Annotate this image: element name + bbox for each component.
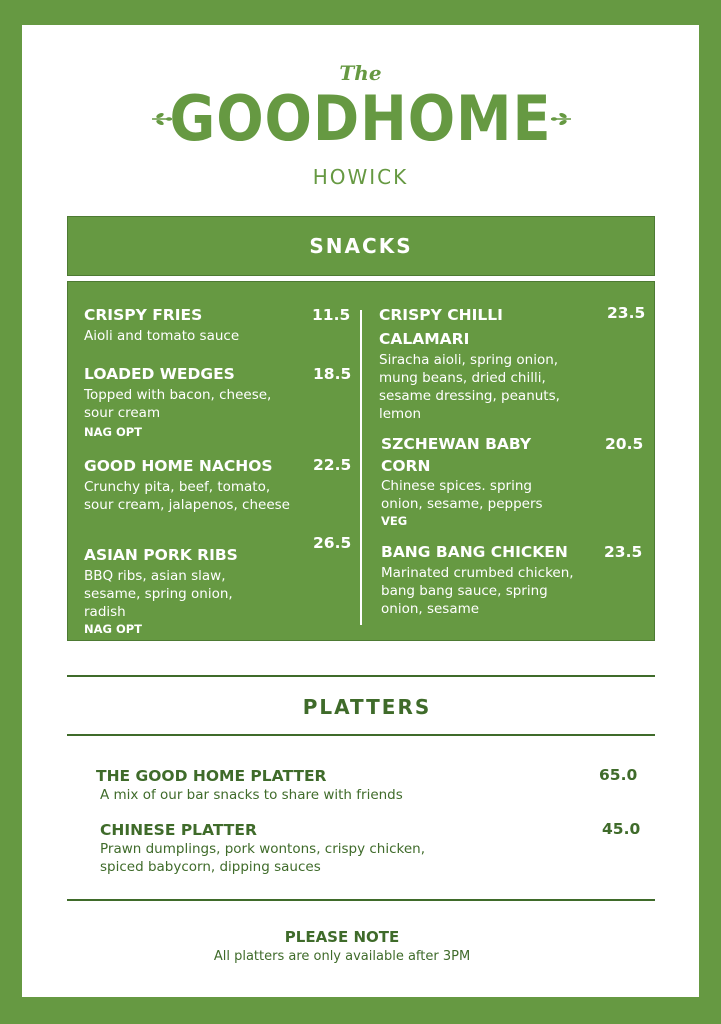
column-divider [360,310,362,625]
item-price: 11.5 [312,306,351,324]
logo [22,25,699,205]
item-desc: Chinese spices. spring onion, sesame, peppers [381,478,543,512]
platter-title: CHINESE PLATTER [100,821,257,839]
item-desc: BBQ ribs, asian slaw, sesame, spring onion, radish [84,568,233,620]
platter-item-chinese [100,820,470,876]
item-title: GOOD HOME NACHOS [84,457,273,475]
item-price: 23.5 [607,304,646,322]
item-title: BANG BANG CHICKEN [381,543,568,561]
item-desc: Crunchy pita, beef, tomato, sour cream, jalapenos, cheese [84,479,290,513]
item-price: 22.5 [313,456,352,474]
note-text: All platters are only available after 3PM [213,949,471,964]
menu-page [22,25,699,997]
item-tag: NAG OPT [84,622,143,636]
item-tag: VEG [381,514,408,528]
logo-name: GOODHOME [169,82,552,155]
platter-price: 45.0 [602,820,641,838]
platter-item-good-home [96,766,516,804]
platters-heading: PLATTERS [302,695,432,719]
item-price: 23.5 [604,543,643,561]
item-desc: Siracha aioli, spring onion, mung beans, dried chilli, sesame dressing, peanuts, lemon [379,352,560,422]
divider-line [67,899,655,901]
item-desc: Marinated crumbed chicken, bang bang sauce, spring onion, sesame [381,565,574,617]
menu-item-crispy-fries [84,304,314,345]
platter-desc: Prawn dumplings, pork wontons, crispy chicken, spiced babycorn, dipping sauces [100,841,426,875]
leaf-sprig-icon [549,111,573,127]
logo-location: HOWICK [312,165,409,189]
item-price: 26.5 [313,534,352,552]
item-tag: NAG OPT [84,425,143,439]
item-title: LOADED WEDGES [84,365,235,383]
platter-price: 65.0 [599,766,638,784]
menu-item-bang-bang-chicken [381,541,591,618]
item-price: 18.5 [313,365,352,383]
snacks-panel [67,281,655,641]
item-title: ASIAN PORK RIBS [84,546,238,564]
note-title: PLEASE NOTE [284,928,400,946]
divider-line [67,734,655,736]
divider-line [67,675,655,677]
menu-item-loaded-wedges [84,363,274,440]
platter-desc: A mix of our bar snacks to share with friends [100,787,403,803]
menu-item-calamari [379,303,579,423]
item-title: CRISPY CHILLI CALAMARI [379,306,503,348]
item-desc: Aioli and tomato sauce [84,328,240,344]
item-title: CRISPY FRIES [84,306,203,324]
snacks-heading: SNACKS [67,216,655,276]
menu-item-baby-corn [381,433,561,529]
item-price: 20.5 [605,435,644,453]
menu-item-nachos [84,455,294,514]
platter-title: THE GOOD HOME PLATTER [96,767,327,785]
menu-item-pork-ribs [84,544,269,637]
logo-the: The [339,61,382,85]
item-desc: Topped with bacon, cheese, sour cream [84,387,272,421]
item-title: SZCHEWAN BABY CORN [381,435,532,475]
